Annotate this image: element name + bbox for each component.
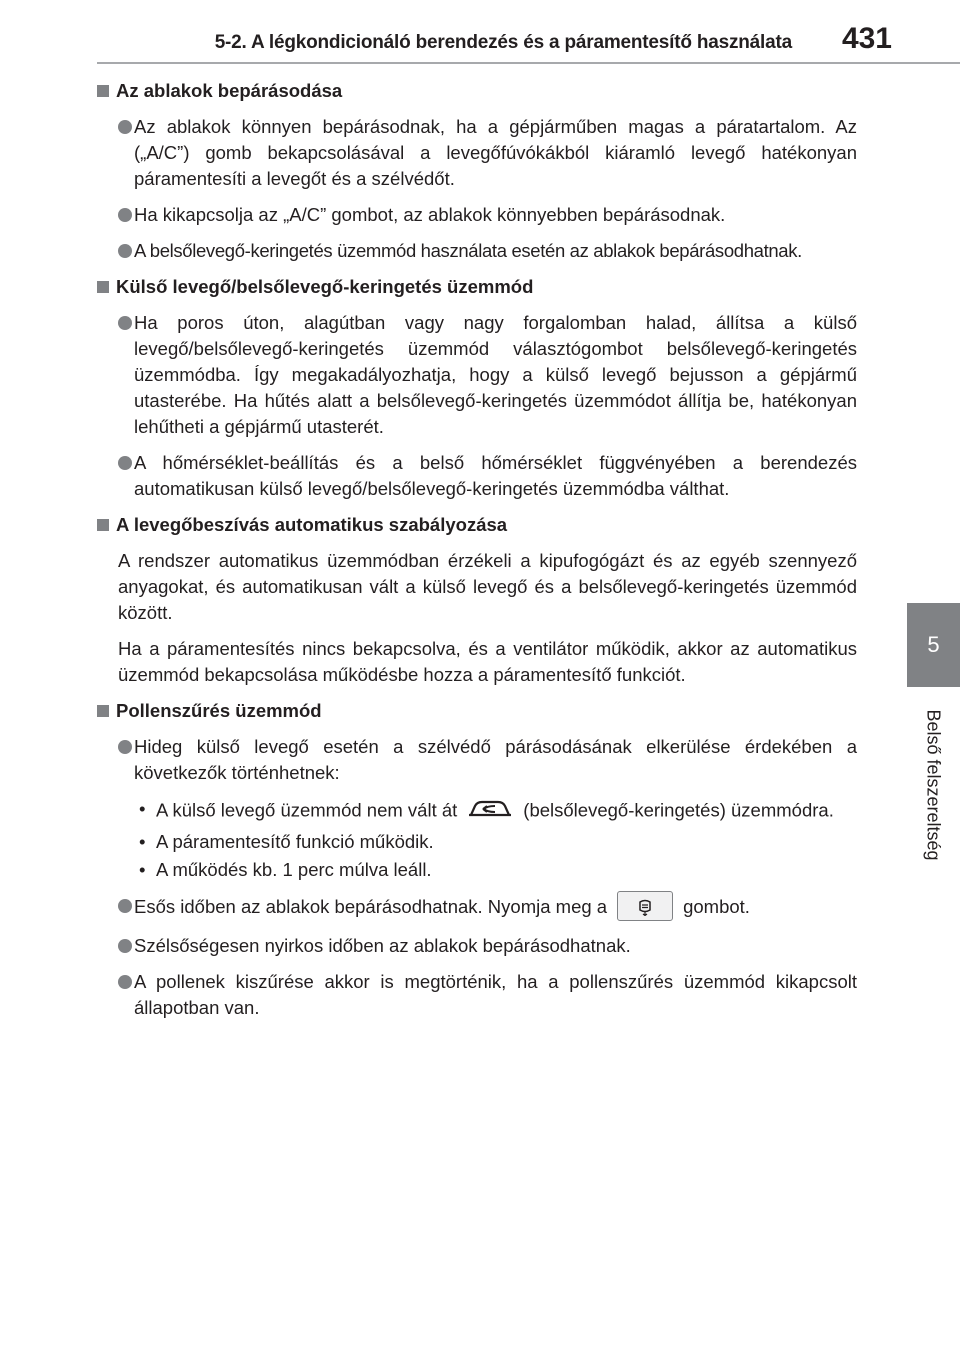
sub-bullet-marker: • xyxy=(139,831,146,852)
bullet-dot-icon xyxy=(118,456,132,470)
chapter-number: 5 xyxy=(927,632,940,657)
section-heading-text: Az ablakok bepárásodása xyxy=(116,80,343,101)
running-header-title: 5-2. A légkondicionáló berendezés és a páramentesítő használata xyxy=(214,32,792,53)
bullet-dot-icon xyxy=(118,208,132,222)
sub-list-item-text: (belsőlevegő-keringetés) üzemmódra. xyxy=(523,799,834,821)
section-heading xyxy=(97,698,857,724)
sub-list-item xyxy=(97,857,857,883)
chapter-label: Belső felszereltség xyxy=(923,709,944,861)
list-item-text: gombot. xyxy=(683,895,750,917)
list-item-text: Ha poros úton, alagútban vagy nagy forgalomban halad, állítsa a külső levegő/belsőlevegő-keringetés üzemmód választógombot belsőlevegő-keringetés üzemmódba. Így megakadályozhatja, hogy a külső levegő bejusson a gépjármű utasterébe. Ha hűtés alatt a belsőlevegő-keringetés üzemmódot állítja be, hatékonyan lehűtheti a gépjármű utasterét. xyxy=(134,312,857,437)
page-content xyxy=(97,78,857,1031)
sub-list-item xyxy=(97,796,857,827)
list-item xyxy=(97,238,857,264)
recirculation-icon xyxy=(467,796,513,827)
sub-list-item-text: A működés kb. 1 perc múlva leáll. xyxy=(156,859,432,880)
bullet-dot-icon xyxy=(118,740,132,754)
page-number: 431 xyxy=(841,22,892,55)
chapter-tab xyxy=(907,603,960,687)
list-item-text: A pollenek kiszűrése akkor is megtörténik, ha a pollenszűrés üzemmód kikapcsolt állapotban van. xyxy=(134,971,857,1018)
list-item xyxy=(97,734,857,786)
list-item xyxy=(97,310,857,440)
sub-list-item-text: A külső levegő üzemmód nem vált át xyxy=(156,799,458,821)
list-item-text: Hideg külső levegő esetén a szélvédő párásodásának elkerülése érdekében a következők történhetnek: xyxy=(134,736,857,783)
list-item-text: Az ablakok könnyen bepárásodnak, ha a gépjárműben magas a páratartalom. Az („A/C”) gomb bekapcsolásával a levegőfúvókákból kiáramló levegő hatékonyan páramentesíti a levegőt és a szélvédőt. xyxy=(134,116,857,189)
list-item xyxy=(97,202,857,228)
list-item-text: Szélsőségesen nyirkos időben az ablakok bepárásodhatnak. xyxy=(134,935,631,956)
page-header xyxy=(0,0,960,64)
bullet-dot-icon xyxy=(118,244,132,258)
square-marker-icon xyxy=(97,519,109,531)
square-marker-icon xyxy=(97,705,109,717)
list-item-text: A belsőlevegő-keringetés üzemmód használata esetén az ablakok bepárásodhatnak. xyxy=(134,240,802,261)
section-heading xyxy=(97,274,857,300)
sub-list-item xyxy=(97,829,857,855)
sub-list-item-text: A páramentesítő funkció működik. xyxy=(156,831,434,852)
list-item xyxy=(97,893,857,923)
section-heading xyxy=(97,78,857,104)
square-marker-icon xyxy=(97,85,109,97)
list-item-text: A hőmérséklet-beállítás és a belső hőmérséklet függvényében a berendezés automatikusan külső levegő/belsőlevegő-keringetés üzemmódba válthat. xyxy=(134,452,857,499)
square-marker-icon xyxy=(97,281,109,293)
bullet-dot-icon xyxy=(118,316,132,330)
list-item xyxy=(97,114,857,192)
sub-bullet-marker: • xyxy=(139,859,146,880)
defroster-button-icon xyxy=(617,891,673,921)
paragraph: Ha a páramentesítés nincs bekapcsolva, és a ventilátor működik, akkor az automatikus üzemmód bekapcsolása működésbe hozza a páramentesítő funkciót. xyxy=(118,638,857,685)
section-heading xyxy=(97,512,857,538)
bullet-dot-icon xyxy=(118,120,132,134)
list-item xyxy=(97,450,857,502)
bullet-dot-icon xyxy=(118,899,132,913)
list-item xyxy=(97,933,857,959)
section-heading-text: Pollenszűrés üzemmód xyxy=(116,700,322,721)
paragraph: A rendszer automatikus üzemmódban érzékeli a kipufogógázt és az egyéb szennyező anyagokat, és automatikusan vált a külső levegő és a belsőlevegő-keringetés üzemmód között. xyxy=(118,550,857,623)
list-item-text: Esős időben az ablakok bepárásodhatnak. Nyomja meg a xyxy=(134,895,608,917)
bullet-dot-icon xyxy=(118,939,132,953)
list-item-text: Ha kikapcsolja az „A/C” gombot, az ablakok könnyebben bepárásodnak. xyxy=(134,204,726,225)
section-heading-text: A levegőbeszívás automatikus szabályozása xyxy=(116,514,508,535)
bullet-dot-icon xyxy=(118,975,132,989)
section-heading-text: Külső levegő/belsőlevegő-keringetés üzemmód xyxy=(116,276,534,297)
list-item xyxy=(97,969,857,1021)
header-rule xyxy=(97,62,960,64)
sub-bullet-marker: • xyxy=(139,798,146,819)
